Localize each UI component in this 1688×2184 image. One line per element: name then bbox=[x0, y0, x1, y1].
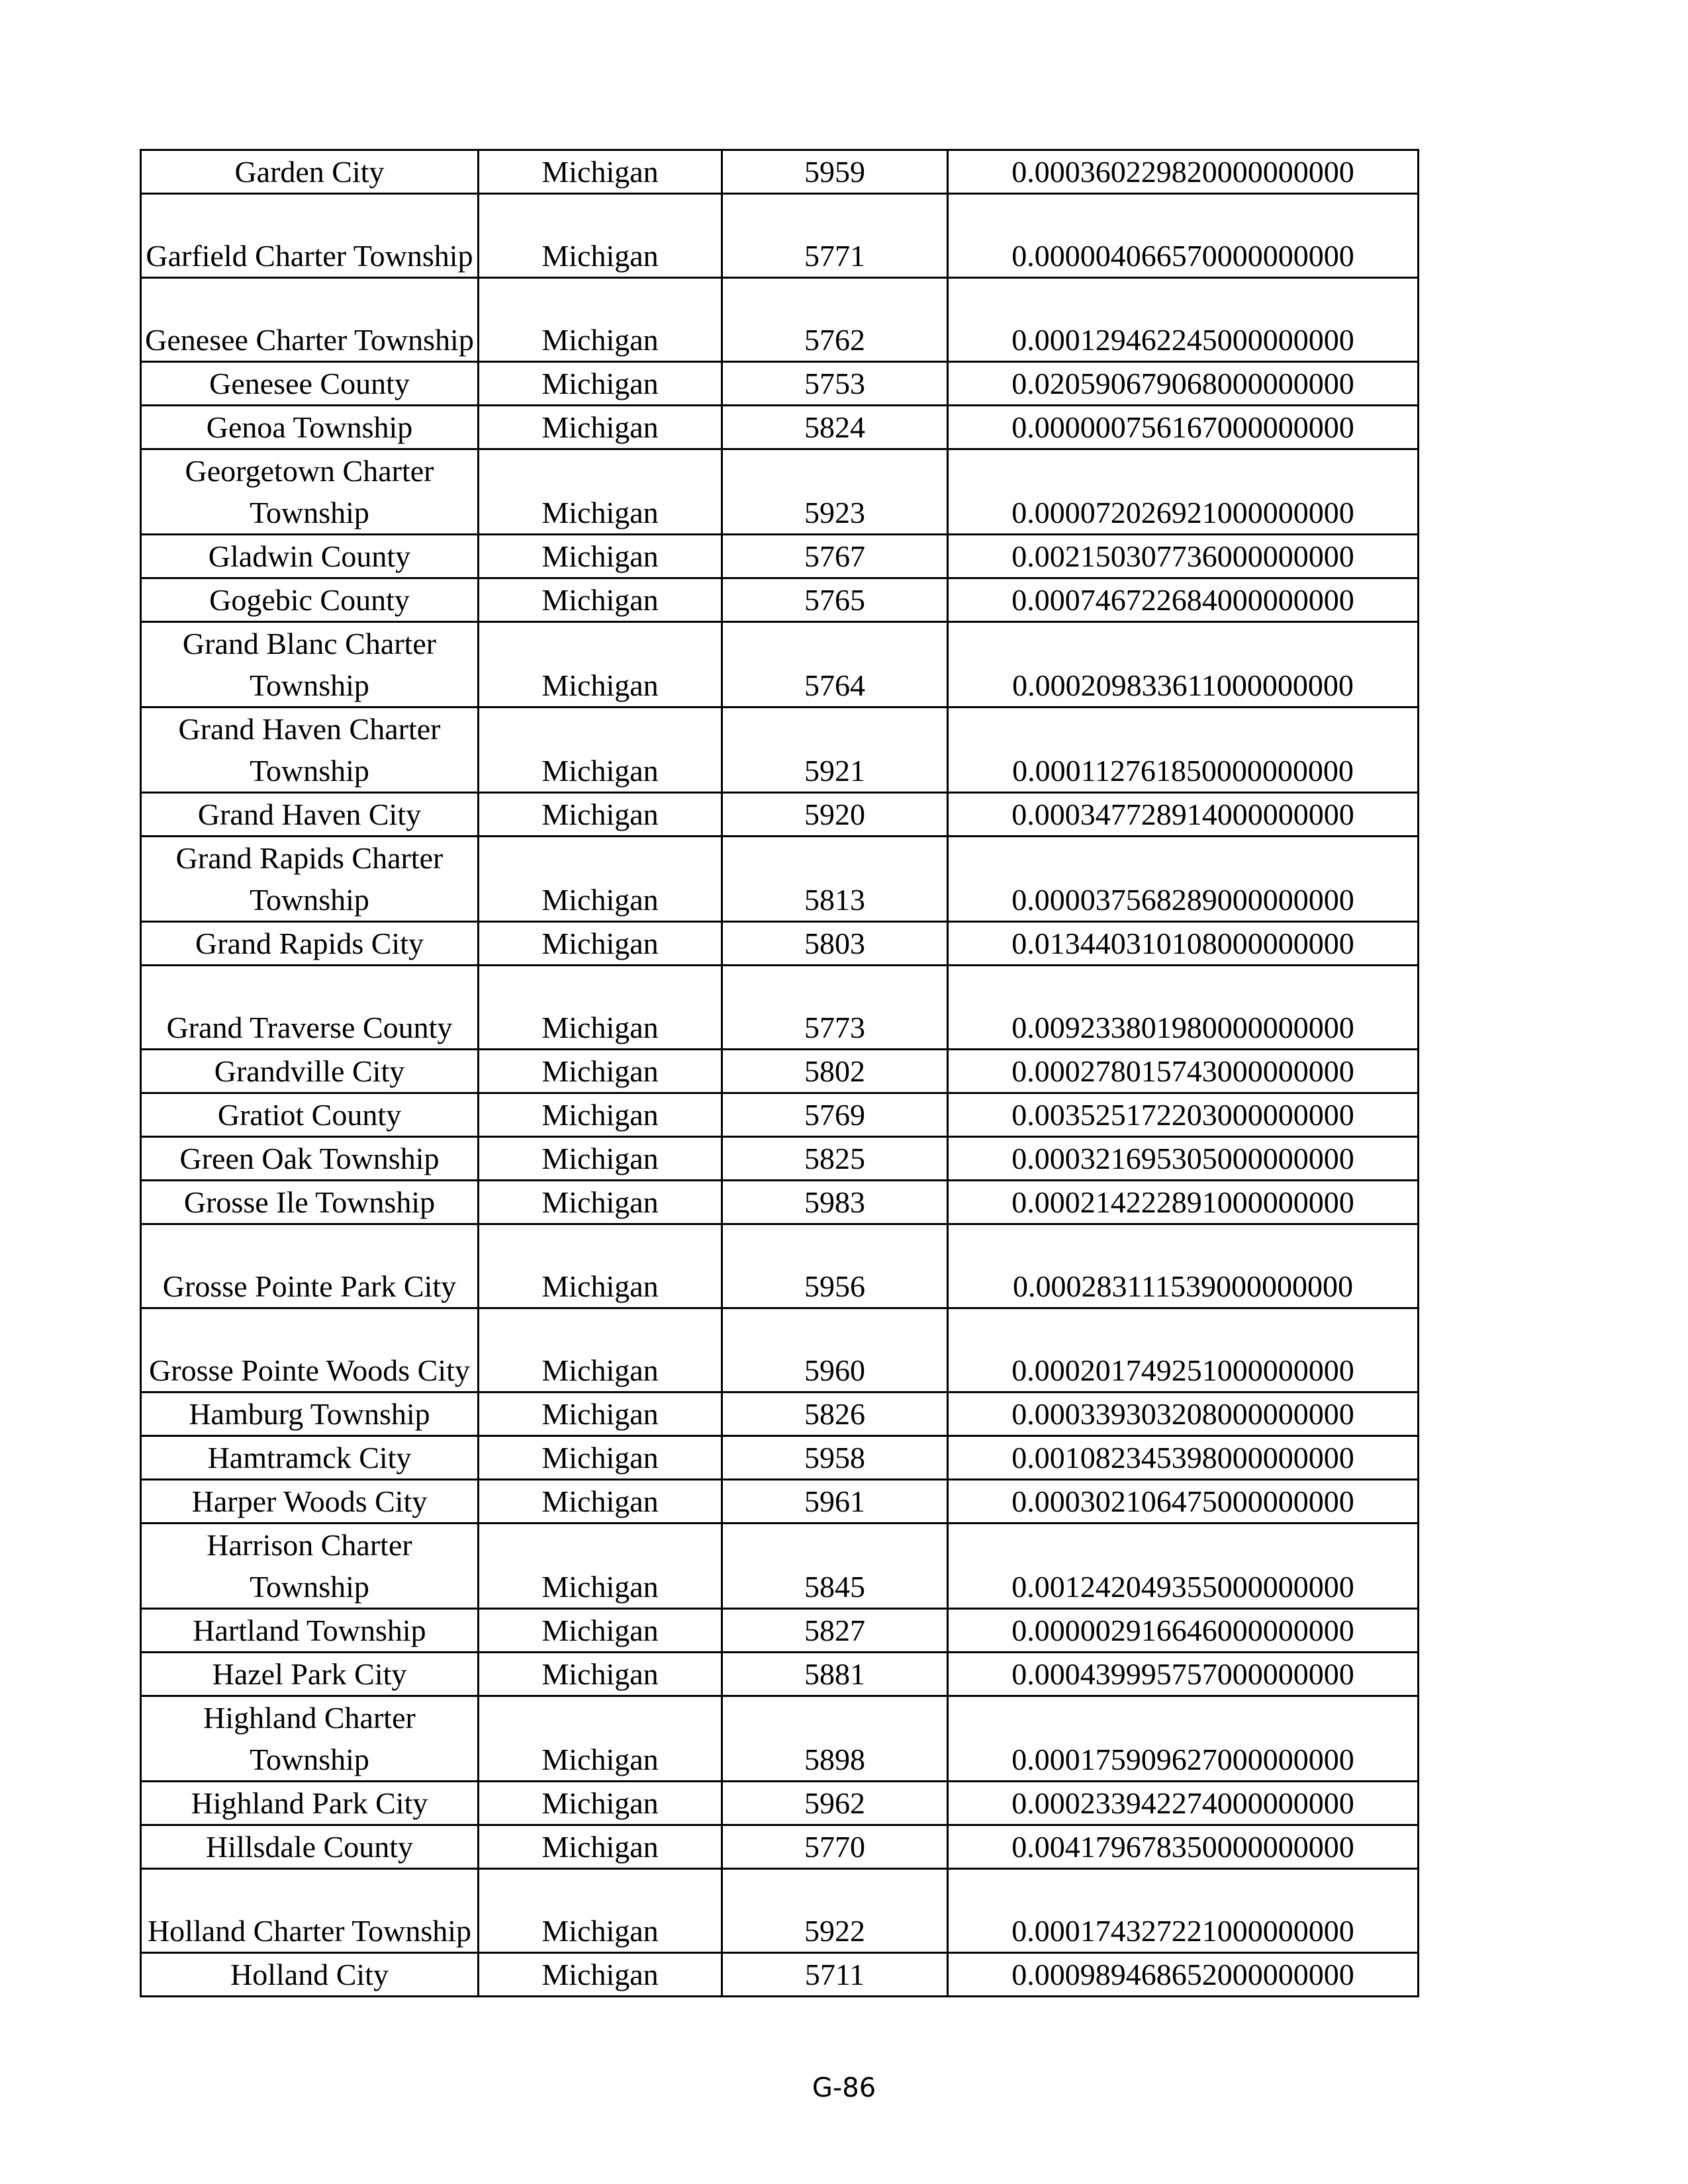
cell-id: 5770 bbox=[722, 1825, 948, 1869]
cell-id: 5956 bbox=[722, 1224, 948, 1308]
table-row bbox=[141, 922, 1419, 966]
cell-id: 5762 bbox=[722, 278, 948, 362]
cell-name: Gratiot County bbox=[141, 1093, 479, 1137]
cell-id: 5960 bbox=[722, 1308, 948, 1392]
cell-state: Michigan bbox=[479, 1953, 722, 1997]
cell-state: Michigan bbox=[479, 1392, 722, 1436]
table-row bbox=[141, 1953, 1419, 1997]
cell-name: Grosse Pointe Park City bbox=[141, 1224, 479, 1308]
cell-state: Michigan bbox=[479, 150, 722, 194]
cell-id: 5826 bbox=[722, 1392, 948, 1436]
cell-name: Holland Charter Township bbox=[141, 1869, 479, 1953]
cell-name: Highland Park City bbox=[141, 1782, 479, 1825]
cell-value: 0.000004066570000000000 bbox=[948, 194, 1419, 278]
table-row bbox=[141, 1093, 1419, 1137]
cell-name: Holland City bbox=[141, 1953, 479, 1997]
cell-value: 0.000360229820000000000 bbox=[948, 150, 1419, 194]
table-row bbox=[141, 1609, 1419, 1653]
cell-id: 5753 bbox=[722, 362, 948, 406]
cell-value: 0.000072026921000000000 bbox=[948, 449, 1419, 535]
cell-id: 5802 bbox=[722, 1050, 948, 1093]
cell-state: Michigan bbox=[479, 622, 722, 707]
cell-state: Michigan bbox=[479, 1609, 722, 1653]
cell-name: Grand Rapids City bbox=[141, 922, 479, 966]
cell-state: Michigan bbox=[479, 362, 722, 406]
table-row bbox=[141, 406, 1419, 449]
cell-name: Grand Rapids Charter Township bbox=[141, 837, 479, 922]
cell-value: 0.000233942274000000000 bbox=[948, 1782, 1419, 1825]
cell-name: Georgetown Charter Township bbox=[141, 449, 479, 535]
table-row bbox=[141, 1308, 1419, 1392]
cell-value: 0.000302106475000000000 bbox=[948, 1480, 1419, 1524]
cell-id: 5845 bbox=[722, 1524, 948, 1609]
cell-name: Hazel Park City bbox=[141, 1653, 479, 1696]
table-row bbox=[141, 1392, 1419, 1436]
cell-state: Michigan bbox=[479, 1782, 722, 1825]
cell-value: 0.000174327221000000000 bbox=[948, 1869, 1419, 1953]
cell-state: Michigan bbox=[479, 1224, 722, 1308]
table-row bbox=[141, 1696, 1419, 1782]
cell-id: 5961 bbox=[722, 1480, 948, 1524]
table-row bbox=[141, 622, 1419, 707]
cell-id: 5922 bbox=[722, 1869, 948, 1953]
cell-id: 5711 bbox=[722, 1953, 948, 1997]
cell-id: 5923 bbox=[722, 449, 948, 535]
cell-state: Michigan bbox=[479, 1137, 722, 1181]
cell-id: 5767 bbox=[722, 535, 948, 578]
cell-name: Genesee County bbox=[141, 362, 479, 406]
cell-id: 5959 bbox=[722, 150, 948, 194]
cell-value: 0.001242049355000000000 bbox=[948, 1524, 1419, 1609]
cell-id: 5825 bbox=[722, 1137, 948, 1181]
cell-state: Michigan bbox=[479, 1480, 722, 1524]
cell-name: Genesee Charter Township bbox=[141, 278, 479, 362]
allocation-table-body bbox=[141, 150, 1419, 1997]
cell-value: 0.000201749251000000000 bbox=[948, 1308, 1419, 1392]
cell-state: Michigan bbox=[479, 1524, 722, 1609]
cell-value: 0.000439995757000000000 bbox=[948, 1653, 1419, 1696]
cell-value: 0.000209833611000000000 bbox=[948, 622, 1419, 707]
cell-state: Michigan bbox=[479, 278, 722, 362]
table-row bbox=[141, 837, 1419, 922]
cell-value: 0.000283111539000000000 bbox=[948, 1224, 1419, 1308]
table-row bbox=[141, 1782, 1419, 1825]
cell-state: Michigan bbox=[479, 1181, 722, 1224]
cell-value: 0.000347728914000000000 bbox=[948, 793, 1419, 837]
table-row bbox=[141, 1436, 1419, 1480]
cell-value: 0.013440310108000000000 bbox=[948, 922, 1419, 966]
table-row bbox=[141, 1869, 1419, 1953]
cell-value: 0.009233801980000000000 bbox=[948, 966, 1419, 1050]
cell-state: Michigan bbox=[479, 449, 722, 535]
table-row bbox=[141, 449, 1419, 535]
table-row bbox=[141, 1825, 1419, 1869]
cell-state: Michigan bbox=[479, 406, 722, 449]
cell-state: Michigan bbox=[479, 194, 722, 278]
cell-state: Michigan bbox=[479, 1308, 722, 1392]
allocation-table bbox=[140, 149, 1419, 1997]
cell-id: 5765 bbox=[722, 578, 948, 622]
cell-state: Michigan bbox=[479, 1093, 722, 1137]
cell-value: 0.000129462245000000000 bbox=[948, 278, 1419, 362]
cell-id: 5962 bbox=[722, 1782, 948, 1825]
table-row bbox=[141, 194, 1419, 278]
cell-value: 0.000037568289000000000 bbox=[948, 837, 1419, 922]
cell-name: Green Oak Township bbox=[141, 1137, 479, 1181]
table-row bbox=[141, 278, 1419, 362]
cell-name: Grand Haven Charter Township bbox=[141, 707, 479, 793]
cell-value: 0.000989468652000000000 bbox=[948, 1953, 1419, 1997]
cell-state: Michigan bbox=[479, 1436, 722, 1480]
cell-value: 0.000000756167000000000 bbox=[948, 406, 1419, 449]
table-row bbox=[141, 1137, 1419, 1181]
table-row bbox=[141, 362, 1419, 406]
cell-name: Hartland Township bbox=[141, 1609, 479, 1653]
cell-name: Harper Woods City bbox=[141, 1480, 479, 1524]
cell-value: 0.000321695305000000000 bbox=[948, 1137, 1419, 1181]
cell-name: Garfield Charter Township bbox=[141, 194, 479, 278]
cell-name: Grand Haven City bbox=[141, 793, 479, 837]
table-row bbox=[141, 1653, 1419, 1696]
table-row bbox=[141, 966, 1419, 1050]
cell-value: 0.000746722684000000000 bbox=[948, 578, 1419, 622]
table-row bbox=[141, 1480, 1419, 1524]
cell-id: 5983 bbox=[722, 1181, 948, 1224]
cell-id: 5769 bbox=[722, 1093, 948, 1137]
cell-name: Harrison Charter Township bbox=[141, 1524, 479, 1609]
table-row bbox=[141, 150, 1419, 194]
cell-state: Michigan bbox=[479, 578, 722, 622]
cell-state: Michigan bbox=[479, 707, 722, 793]
cell-value: 0.000278015743000000000 bbox=[948, 1050, 1419, 1093]
cell-id: 5773 bbox=[722, 966, 948, 1050]
cell-name: Highland Charter Township bbox=[141, 1696, 479, 1782]
cell-state: Michigan bbox=[479, 1050, 722, 1093]
cell-name: Hamtramck City bbox=[141, 1436, 479, 1480]
table-row bbox=[141, 578, 1419, 622]
cell-value: 0.020590679068000000000 bbox=[948, 362, 1419, 406]
cell-id: 5881 bbox=[722, 1653, 948, 1696]
cell-name: Gladwin County bbox=[141, 535, 479, 578]
cell-id: 5813 bbox=[722, 837, 948, 922]
cell-state: Michigan bbox=[479, 1696, 722, 1782]
cell-id: 5803 bbox=[722, 922, 948, 966]
table-row bbox=[141, 1050, 1419, 1093]
cell-name: Grand Blanc Charter Township bbox=[141, 622, 479, 707]
table-row bbox=[141, 535, 1419, 578]
cell-state: Michigan bbox=[479, 793, 722, 837]
table-row bbox=[141, 1181, 1419, 1224]
table-row bbox=[141, 1224, 1419, 1308]
cell-id: 5764 bbox=[722, 622, 948, 707]
cell-id: 5921 bbox=[722, 707, 948, 793]
cell-state: Michigan bbox=[479, 1825, 722, 1869]
cell-state: Michigan bbox=[479, 837, 722, 922]
table-row bbox=[141, 1524, 1419, 1609]
cell-id: 5827 bbox=[722, 1609, 948, 1653]
cell-state: Michigan bbox=[479, 922, 722, 966]
cell-name: Genoa Township bbox=[141, 406, 479, 449]
cell-name: Hamburg Township bbox=[141, 1392, 479, 1436]
cell-state: Michigan bbox=[479, 535, 722, 578]
cell-value: 0.000112761850000000000 bbox=[948, 707, 1419, 793]
page-number: G-86 bbox=[812, 2073, 876, 2103]
cell-name: Hillsdale County bbox=[141, 1825, 479, 1869]
table-row bbox=[141, 707, 1419, 793]
cell-id: 5920 bbox=[722, 793, 948, 837]
cell-value: 0.001082345398000000000 bbox=[948, 1436, 1419, 1480]
cell-value: 0.003525172203000000000 bbox=[948, 1093, 1419, 1137]
cell-name: Grandville City bbox=[141, 1050, 479, 1093]
cell-id: 5898 bbox=[722, 1696, 948, 1782]
cell-state: Michigan bbox=[479, 1869, 722, 1953]
cell-name: Garden City bbox=[141, 150, 479, 194]
cell-value: 0.000214222891000000000 bbox=[948, 1181, 1419, 1224]
table-row bbox=[141, 793, 1419, 837]
cell-value: 0.000339303208000000000 bbox=[948, 1392, 1419, 1436]
cell-id: 5958 bbox=[722, 1436, 948, 1480]
cell-value: 0.002150307736000000000 bbox=[948, 535, 1419, 578]
cell-name: Gogebic County bbox=[141, 578, 479, 622]
cell-name: Grosse Ile Township bbox=[141, 1181, 479, 1224]
cell-value: 0.000175909627000000000 bbox=[948, 1696, 1419, 1782]
cell-value: 0.000002916646000000000 bbox=[948, 1609, 1419, 1653]
cell-state: Michigan bbox=[479, 966, 722, 1050]
cell-value: 0.004179678350000000000 bbox=[948, 1825, 1419, 1869]
cell-name: Grand Traverse County bbox=[141, 966, 479, 1050]
cell-name: Grosse Pointe Woods City bbox=[141, 1308, 479, 1392]
cell-id: 5771 bbox=[722, 194, 948, 278]
cell-state: Michigan bbox=[479, 1653, 722, 1696]
cell-id: 5824 bbox=[722, 406, 948, 449]
